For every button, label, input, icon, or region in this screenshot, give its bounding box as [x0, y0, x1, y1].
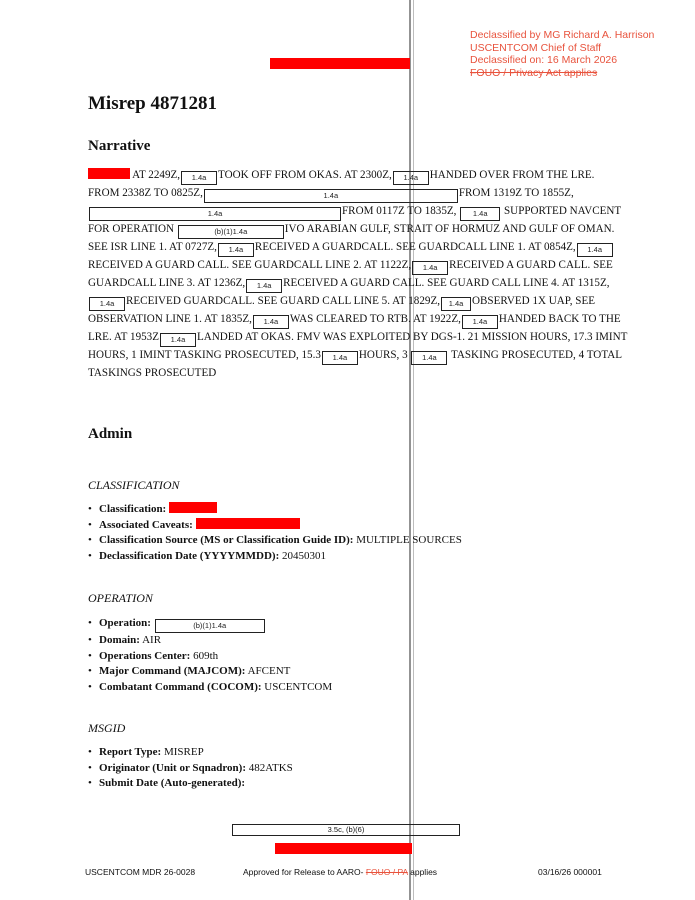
- field-value: MULTIPLE SOURCES: [356, 534, 462, 546]
- stamp-line-2: USCENTCOM Chief of Staff: [470, 41, 602, 54]
- narrative-segment: WAS CLEARED TO RTB. AT 1922Z,: [289, 313, 461, 325]
- field-label: Declassification Date (YYYYMMDD):: [99, 549, 280, 562]
- field-label: Submit Date (Auto-generated):: [99, 777, 246, 789]
- field-label: Originator (Unit or Sqnadron):: [99, 761, 246, 774]
- field-label: Domain:: [99, 634, 140, 646]
- field-operations-center: [88, 649, 332, 665]
- field-value: MISREP: [163, 746, 204, 758]
- narrative-segment: IVO ARABIAN GULF, STRAIT OF HORMUZ AND GULF OF OMAN. SEE ISR LINE 1. AT 0727Z,: [88, 223, 615, 253]
- redaction-box: (b)(1)1.4a: [178, 225, 284, 239]
- field-originator: [88, 761, 293, 777]
- footer-center-text: Approved for Release to AARO-: [243, 867, 364, 877]
- footer-center: [243, 867, 437, 877]
- field-report-type: [88, 745, 293, 761]
- redaction-block: [169, 502, 217, 513]
- narrative-segment: TASKING PROSECUTED, 4 TOTAL TASKINGS PROSECUTED: [88, 349, 622, 379]
- admin-heading: Admin: [88, 426, 133, 442]
- narrative-segment: RECEIVED A GUARD CALL. SEE GUARDCALL LINE 2. AT 1122Z,: [88, 259, 412, 271]
- narrative-segment: TOOK OFF FROM OKAS. AT 2300Z,: [218, 169, 392, 181]
- redaction-bar-bottom: [275, 843, 412, 854]
- redaction-block: [196, 518, 300, 529]
- classification-section-label: CLASSIFICATION: [88, 478, 180, 492]
- redaction-box: 1.4a: [218, 243, 254, 257]
- narrative-segment: OBSERVED 1X UAP, SEE OBSERVATION LINE 1. AT 1835Z,: [88, 295, 596, 325]
- narrative-heading: Narrative: [88, 138, 151, 154]
- redaction-box: 1.4a: [181, 171, 217, 185]
- narrative-segment: SUPPORTED NAVCENT FOR OPERATION: [88, 205, 621, 235]
- field-operation: [88, 616, 332, 633]
- stamp-line-3: Declassified on: 16 March 2026: [470, 54, 618, 66]
- operation-fields: [88, 616, 332, 695]
- field-value: 482ATKS: [248, 761, 293, 774]
- field-domain: [88, 633, 332, 649]
- field-value: AFCENT: [247, 665, 291, 677]
- footer-center-strike: FOUO / PA: [365, 867, 408, 877]
- field-label: Major Command (MAJCOM):: [99, 665, 246, 677]
- field-label: Associated Caveats:: [99, 518, 193, 531]
- document-title: Misrep 4871281: [88, 93, 217, 114]
- field-majcom: [88, 664, 332, 680]
- stamp-line-1: Declassified by MG Richard A. Harrison: [470, 29, 655, 41]
- field-submit-date: [88, 776, 293, 792]
- footer-center-suffix: applies: [410, 867, 438, 877]
- redaction-box: 1.4a: [412, 261, 448, 275]
- field-label: Classification Source (MS or Classification Guide ID):: [99, 534, 354, 546]
- page-fold-line-shadow: [413, 0, 414, 900]
- narrative-segment: FROM 0117Z TO 1835Z,: [342, 205, 457, 217]
- page-fold-line: [409, 0, 411, 900]
- redaction-block: [88, 168, 130, 179]
- redaction-box: (b)(1)1.4a: [155, 619, 265, 633]
- narrative-segment: HANDED OVER FROM THE LRE. FROM 2338Z TO 0825Z,: [88, 169, 595, 199]
- redaction-box: 1.4a: [89, 207, 341, 221]
- redaction-box: 1.4a: [160, 333, 196, 347]
- field-value: AIR: [142, 634, 162, 646]
- operation-section-label: OPERATION: [88, 591, 153, 605]
- redaction-bar-top: [270, 58, 410, 69]
- redaction-box: 1.4a: [462, 315, 498, 329]
- field-declass-date: [88, 549, 462, 565]
- narrative-segment: FROM 1319Z TO 1855Z,: [458, 187, 574, 199]
- field-label: Report Type:: [99, 746, 162, 758]
- redaction-box: 1.4a: [322, 351, 358, 365]
- narrative-segment: LANDED AT OKAS. FMV WAS EXPLOITED BY DGS-1. 21 MISSION HOURS, 17.3 IMINT HOURS, 1 IMINT TASKING PROSECUTED, 15.3: [88, 331, 628, 361]
- narrative-segment: RECEIVED A GUARD CALL. SEE GUARD CALL LINE 4. AT 1315Z,: [283, 277, 610, 289]
- redaction-box: 1.4a: [411, 351, 447, 365]
- redaction-box: 1.4a: [204, 189, 458, 203]
- classification-fields: [88, 502, 462, 564]
- field-cocom: [88, 680, 332, 696]
- field-caveats: [88, 518, 462, 534]
- narrative-segment: HANDED BACK TO THE LRE. AT 1953Z: [88, 313, 621, 343]
- footer-left: USCENTCOM MDR 26-0028: [85, 867, 196, 877]
- field-value: USCENTCOM: [264, 680, 333, 693]
- msgid-section-label: MSGID: [88, 721, 126, 735]
- field-label: Classification:: [99, 503, 167, 515]
- msgid-fields: [88, 745, 293, 792]
- footer-right: 03/16/26 000001: [538, 867, 602, 877]
- declassification-stamp: [470, 29, 690, 79]
- field-value: 609th: [193, 649, 219, 662]
- field-label: Operation:: [99, 617, 151, 629]
- narrative-segment: RECEIVED A GUARD CALL. SEE GUARDCALL LINE 3. AT 1236Z,: [88, 259, 613, 289]
- field-classification: [88, 502, 462, 518]
- redaction-box: 1.4a: [441, 297, 471, 311]
- redaction-box: 1.4a: [460, 207, 500, 221]
- narrative-segment: HOURS, 3: [358, 349, 408, 361]
- field-value: 20450301: [281, 549, 326, 562]
- narrative-text: [88, 167, 628, 381]
- redaction-box: 1.4a: [577, 243, 613, 257]
- redaction-box: 1.4a: [89, 297, 125, 311]
- redaction-box-footer: 3.5c, (b)(6): [232, 824, 460, 836]
- redaction-box: 1.4a: [253, 315, 289, 329]
- field-label: Operations Center:: [99, 649, 191, 662]
- redaction-box: 1.4a: [246, 279, 282, 293]
- field-label: Combatant Command (COCOM):: [99, 680, 262, 693]
- narrative-segment: AT 2249Z,: [132, 169, 181, 181]
- narrative-segment: RECEIVED GUARDCALL. SEE GUARD CALL LINE 5. AT 1829Z,: [126, 295, 440, 307]
- field-classification-source: [88, 533, 462, 549]
- narrative-segment: RECEIVED A GUARDCALL. SEE GUARDCALL LINE 1. AT 0854Z,: [254, 241, 576, 253]
- redaction-box: 1.4a: [393, 171, 429, 185]
- stamp-line-4: FOUO / Privacy Act applies: [470, 66, 598, 79]
